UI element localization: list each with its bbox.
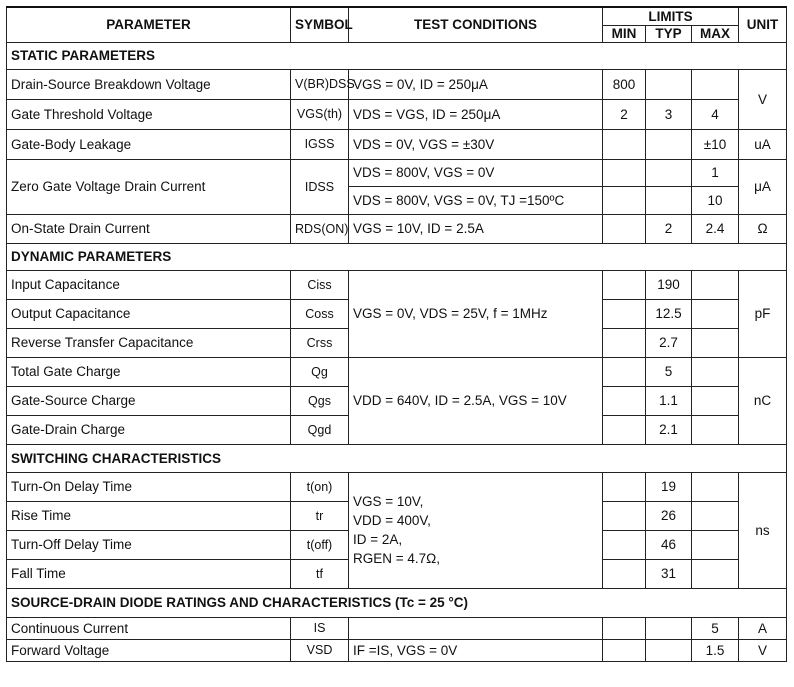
header-parameter: PARAMETER [7,7,291,42]
test-condition: VDS = 800V, VGS = 0V, TJ =150ºC [349,186,603,214]
unit-cell: nC [739,357,787,444]
max-value [692,472,739,501]
typ-value: 3 [646,99,692,129]
symbol-cell: tf [291,559,349,588]
test-condition: VDD = 640V, ID = 2.5A, VGS = 10V [349,357,603,444]
symbol-cell: IDSS [291,159,349,214]
min-value [603,328,646,357]
typ-value [646,129,692,159]
min-value [603,617,646,639]
test-condition: VGS = 10V, ID = 2.5A [349,214,603,243]
param-label: Turn-Off Delay Time [7,530,291,559]
typ-value: 46 [646,530,692,559]
param-label: Rise Time [7,501,291,530]
max-value: 1 [692,159,739,186]
typ-value: 5 [646,357,692,386]
symbol-cell: Crss [291,328,349,357]
unit-cell: V [739,69,787,129]
section-switching: SWITCHING CHARACTERISTICS [7,444,787,472]
unit-cell: uA [739,129,787,159]
min-value: 2 [603,99,646,129]
param-label: Continuous Current [7,617,291,639]
unit-cell: A [739,617,787,639]
typ-value [646,69,692,99]
param-label: Gate-Drain Charge [7,415,291,444]
min-value [603,639,646,661]
symbol-cell: Qgd [291,415,349,444]
test-condition: VDS = VGS, ID = 250μA [349,99,603,129]
typ-value [646,617,692,639]
min-value [603,159,646,186]
symbol-cell: VGS(th) [291,99,349,129]
param-label: Turn-On Delay Time [7,472,291,501]
symbol-cell: Qgs [291,386,349,415]
symbol-cell: t(off) [291,530,349,559]
header-test-conditions: TEST CONDITIONS [349,7,603,42]
max-value [692,559,739,588]
symbol-cell: IGSS [291,129,349,159]
min-value [603,386,646,415]
typ-value [646,186,692,214]
typ-value: 190 [646,270,692,299]
test-condition: IF =IS, VGS = 0V [349,639,603,661]
typ-value: 2.1 [646,415,692,444]
header-limits: LIMITS [603,7,739,25]
typ-value: 12.5 [646,299,692,328]
cond-line: VGS = 10V, [353,494,424,509]
param-label: On-State Drain Current [7,214,291,243]
max-value: 2.4 [692,214,739,243]
max-value: 10 [692,186,739,214]
param-label: Forward Voltage [7,639,291,661]
header-unit: UNIT [739,7,787,42]
min-value [603,530,646,559]
param-label: Gate-Source Charge [7,386,291,415]
typ-value: 26 [646,501,692,530]
min-value: 800 [603,69,646,99]
max-value [692,530,739,559]
typ-value: 2 [646,214,692,243]
max-value [692,386,739,415]
unit-cell: ns [739,472,787,588]
unit-cell: pF [739,270,787,357]
param-label: Drain-Source Breakdown Voltage [7,69,291,99]
min-value [603,501,646,530]
param-label: Gate-Body Leakage [7,129,291,159]
symbol-cell: Ciss [291,270,349,299]
min-value [603,559,646,588]
max-value [692,69,739,99]
symbol-cell: VSD [291,639,349,661]
header-symbol: SYMBOL [291,7,349,42]
symbol-cell: t(on) [291,472,349,501]
test-condition: VGS = 0V, ID = 250μA [349,69,603,99]
cond-line: VDD = 400V, [353,513,431,528]
max-value [692,270,739,299]
min-value [603,214,646,243]
symbol-cell: V(BR)DSS [291,69,349,99]
unit-cell: Ω [739,214,787,243]
test-condition [349,472,603,588]
max-value: 4 [692,99,739,129]
cond-line: ID = 2A, [353,532,403,547]
min-value [603,129,646,159]
unit-cell: μA [739,159,787,214]
test-condition: VDS = 800V, VGS = 0V [349,159,603,186]
test-condition: VGS = 0V, VDS = 25V, f = 1MHz [349,270,603,357]
unit-cell: V [739,639,787,661]
typ-value: 2.7 [646,328,692,357]
section-dynamic: DYNAMIC PARAMETERS [7,243,787,270]
max-value [692,415,739,444]
max-value [692,299,739,328]
header-min: MIN [603,25,646,42]
min-value [603,270,646,299]
param-label: Total Gate Charge [7,357,291,386]
min-value [603,299,646,328]
section-static: STATIC PARAMETERS [7,42,787,69]
typ-value: 19 [646,472,692,501]
max-value [692,501,739,530]
param-label: Fall Time [7,559,291,588]
section-diode: SOURCE-DRAIN DIODE RATINGS AND CHARACTERISTICS (Tc = 25 °C) [7,588,787,617]
test-condition: VDS = 0V, VGS = ±30V [349,129,603,159]
symbol-cell: Coss [291,299,349,328]
symbol-cell: IS [291,617,349,639]
max-value: 5 [692,617,739,639]
param-label: Output Capacitance [7,299,291,328]
min-value [603,415,646,444]
typ-value [646,159,692,186]
symbol-cell: Qg [291,357,349,386]
electrical-characteristics-table [6,6,787,662]
param-label: Reverse Transfer Capacitance [7,328,291,357]
max-value [692,357,739,386]
param-label: Gate Threshold Voltage [7,99,291,129]
max-value: 1.5 [692,639,739,661]
param-label: Zero Gate Voltage Drain Current [7,159,291,214]
cond-line: RGEN = 4.7Ω, [353,551,440,566]
min-value [603,472,646,501]
min-value [603,357,646,386]
typ-value: 31 [646,559,692,588]
typ-value [646,639,692,661]
header-typ: TYP [646,25,692,42]
typ-value: 1.1 [646,386,692,415]
min-value [603,186,646,214]
header-max: MAX [692,25,739,42]
max-value: ±10 [692,129,739,159]
param-label: Input Capacitance [7,270,291,299]
symbol-cell: RDS(ON) [291,214,349,243]
symbol-cell: tr [291,501,349,530]
test-condition [349,617,603,639]
max-value [692,328,739,357]
